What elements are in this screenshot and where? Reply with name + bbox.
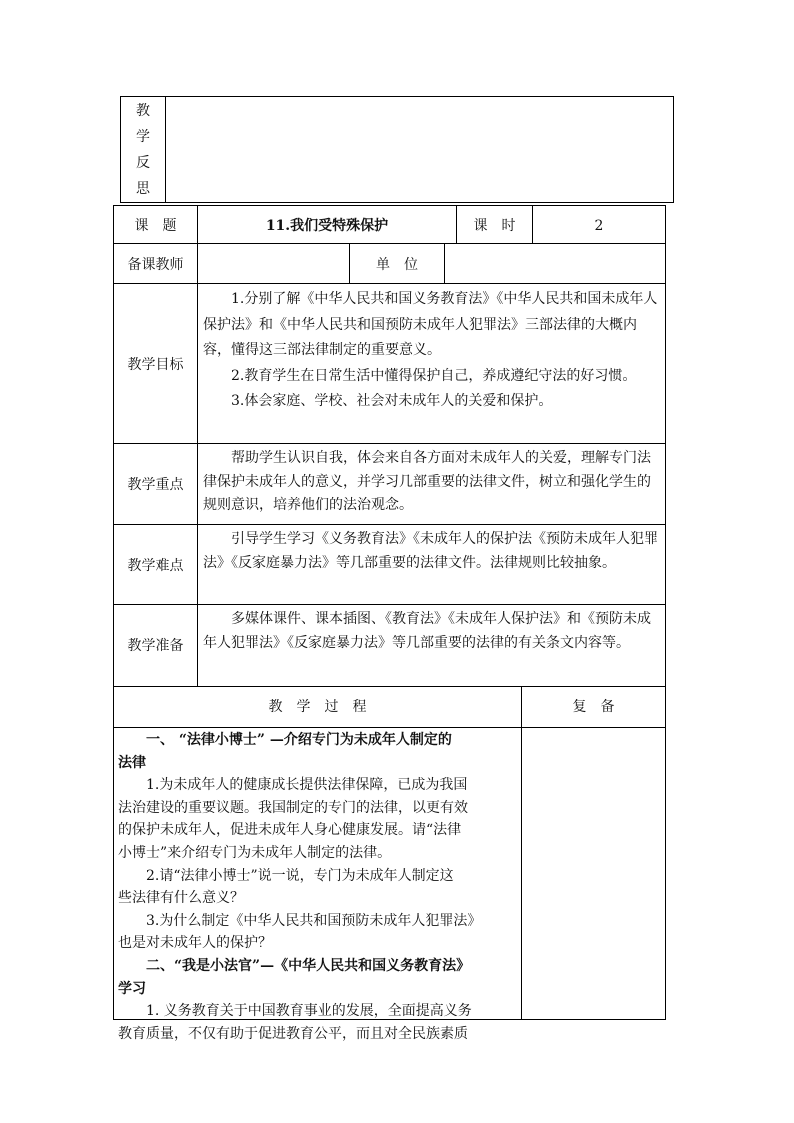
key-points-content	[203, 447, 661, 518]
reflection-label-char-1: 教	[136, 103, 150, 119]
teacher-label: 备课教师	[127, 257, 184, 273]
objective-item: 3.体会家庭、学校、社会对未成年人的关爱和保护。	[231, 393, 553, 409]
reflection-divider	[165, 96, 166, 203]
s1-p1-line: 1.为未成年人的健康成长提供法律保障，已成为我国	[146, 777, 468, 794]
section-1-title-cont: 法律	[118, 754, 146, 771]
difficulties-content	[203, 528, 661, 575]
objectives-content	[203, 287, 661, 415]
preparation-text: 多媒体课件、课本插图、《教育法》《未成年人保护法》和《预防未成年人犯罪法》《反家庭暴力法》等几部重要的法律的有关条文内容等。	[203, 611, 651, 651]
row-rule	[113, 443, 666, 444]
objectives-label: 教学目标	[127, 357, 184, 373]
period-value: 2	[594, 218, 604, 234]
col-rule	[444, 243, 445, 283]
preparation-label: 教学准备	[127, 638, 184, 654]
row-rule	[113, 686, 666, 687]
key-points-text: 帮助学生认识自我，体会来自各方面对未成年人的关爱，理解专门法律保护未成年人的意义，并学习几部重要的法律文件，树立和强化学生的规则意识，培养他们的法治观念。	[203, 450, 651, 513]
s1-p1-line: 法治建设的重要议题。我国制定的专门的法律，以更有效	[118, 799, 468, 816]
reflection-label-char-2: 学	[136, 129, 150, 145]
row-rule	[113, 604, 666, 605]
row-rule	[113, 243, 666, 244]
topic-label: 课 题	[134, 218, 177, 234]
objective-item: 2.教育学生在日常生活中懂得保护自己，养成遵纪守法的好习惯。	[231, 367, 637, 384]
reflection-label-char-4: 思	[136, 181, 150, 197]
review-header: 复 备	[572, 699, 615, 715]
unit-label: 单 位	[376, 257, 418, 273]
row-rule	[113, 283, 666, 284]
difficulties-text: 引导学生学习《义务教育法》《未成年人的保护法《预防未成年人犯罪法》《反家庭暴力法》等几部重要的法律文件。法律规则比较抽象。	[203, 531, 658, 571]
section-2-title: 二、“我是小法官”—《中华人民共和国义务教育法》	[146, 957, 471, 974]
process-header: 教 学 过 程	[268, 699, 367, 715]
row-rule	[113, 524, 666, 525]
reflection-content[interactable]	[170, 100, 665, 195]
preparation-content	[203, 608, 661, 655]
s1-p2-line: 些法律有什么意义？	[118, 890, 244, 907]
s1-p3-line: 也是对未成年人的保护？	[118, 935, 272, 952]
topic-value: 11.我们受特殊保护	[265, 218, 389, 234]
s1-p1-line: 小博士”来介绍专门为未成年人制定的法律。	[118, 844, 392, 861]
col-rule	[197, 205, 198, 686]
row-rule	[113, 727, 666, 728]
objective-item: 1.分别了解《中华人民共和国义务教育法》《中华人民共和国未成年人保护法》和《中华人民共和国预防未成年人犯罪法》三部法律的大概内容，懂得这三部法律制定的重要意义。	[203, 291, 658, 358]
reflection-label-char-3: 反	[136, 155, 150, 171]
reflection-label	[121, 98, 165, 202]
s1-p2-line: 2.请“法律小博士”说一说，专门为未成年人制定这	[146, 867, 454, 884]
col-rule	[521, 686, 522, 1020]
s2-p1-line: 1. 义务教育关于中国教育事业的发展，全面提高义务	[146, 1003, 472, 1020]
section-1-title: 一、 “法律小博士” —介绍专门为未成年人制定的	[146, 732, 452, 748]
s1-p3-line: 3.为什么制定《中华人民共和国预防未成年人犯罪法》	[146, 912, 482, 929]
key-points-label: 教学重点	[127, 477, 184, 493]
process-content	[118, 729, 520, 1042]
s1-p1-line: 的保护未成年人，促进未成年人身心健康发展。请“法律	[118, 822, 462, 839]
section-2-title-cont: 学习	[118, 980, 146, 997]
s2-p1-line: 教育质量，不仅有助于促进教育公平，而且对全民族素质	[118, 1025, 468, 1042]
period-label: 课 时	[473, 218, 516, 234]
difficulties-label: 教学难点	[127, 558, 184, 574]
